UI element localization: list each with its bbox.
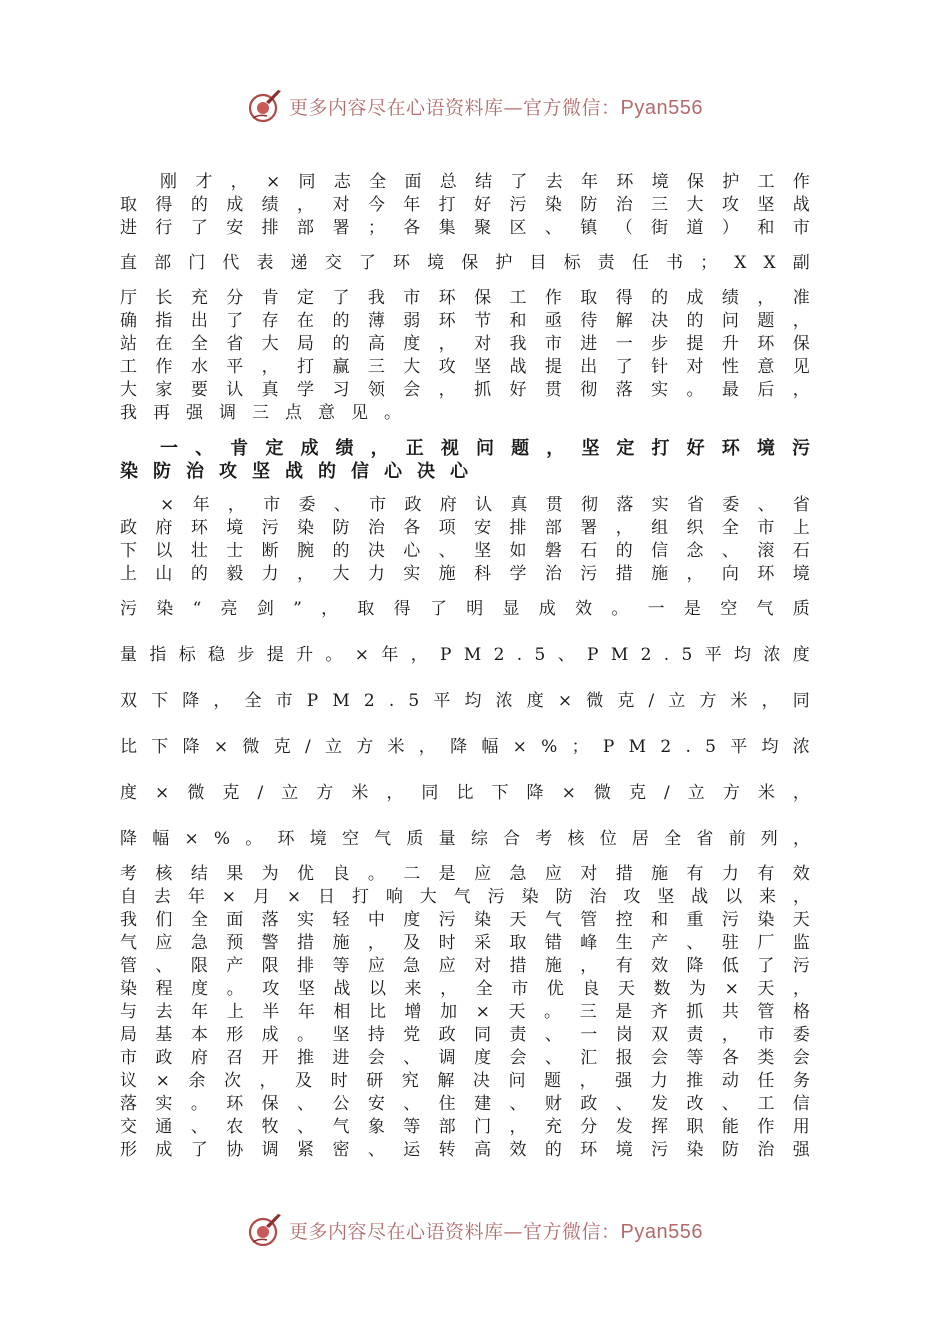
paragraph-line: 污 染 “ 亮 剑 ” ， 取 得 了 明 显 成 效 。 一 是 空 气 质 <box>120 599 810 619</box>
paragraph-line: 与 去 年 上 半 年 相 比 增 加 × 天 。 三 是 齐 抓 共 管 格 <box>120 1002 810 1022</box>
paragraph-line: 度 × 微 克 / 立 方 米 ， 同 比 下 降 × 微 克 / 立 方 米 ， <box>120 783 810 803</box>
paragraph-line: 刚 才 ， × 同 志 全 面 总 结 了 去 年 环 境 保 护 工 作 <box>160 172 810 192</box>
paragraph-line: 我再强调三点意见。 <box>120 403 417 423</box>
pen-logo-icon <box>247 1212 283 1248</box>
paragraph-line: 议 × 余 次 ， 及 时 研 究 解 决 问 题 ， 强 力 推 动 任 务 <box>120 1071 810 1091</box>
paragraph-line: 气 应 急 预 警 措 施 ， 及 时 采 取 错 峰 生 产 、 驻 厂 监 <box>120 933 810 953</box>
watermark-text: 更多内容尽在心语资料库—官方微信：Pyan556 <box>289 1220 703 1243</box>
watermark-text: 更多内容尽在心语资料库—官方微信：Pyan556 <box>289 96 703 119</box>
section-heading: 染防治攻坚战的信心决心 <box>120 461 483 482</box>
paragraph-line: 降 幅 × % 。 环 境 空 气 质 量 综 合 考 核 位 居 全 省 前 列 ， <box>120 829 810 849</box>
paragraph-line: 自 去 年 × 月 × 日 打 响 大 气 污 染 防 治 攻 坚 战 以 来 ， <box>120 887 810 907</box>
paragraph-line: 量 指 标 稳 步 提 升 。 × 年 ， P M 2 . 5 、 P M 2 . 5 平 均 浓 度 <box>120 645 810 665</box>
paragraph-line: 下 以 壮 士 断 腕 的 决 心 、 坚 如 磐 石 的 信 念 、 滚 石 <box>120 541 810 561</box>
paragraph-line: 取 得 的 成 绩 ， 对 今 年 打 好 污 染 防 治 三 大 攻 坚 战 <box>120 195 810 215</box>
paragraph-line: 形 成 了 协 调 紧 密 、 运 转 高 效 的 环 境 污 染 防 治 强 <box>120 1140 810 1160</box>
paragraph-line: 我 们 全 面 落 实 轻 中 度 污 染 天 气 管 控 和 重 污 染 天 <box>120 910 810 930</box>
paragraph-line: 进 行 了 安 排 部 署 ； 各 集 聚 区 、 镇 （ 街 道 ） 和 市 <box>120 218 810 238</box>
watermark-banner-top <box>0 84 950 128</box>
paragraph-line: 直 部 门 代 表 递 交 了 环 境 保 护 目 标 责 任 书 ； X X 副 <box>120 253 810 273</box>
paragraph-line: 比 下 降 × 微 克 / 立 方 米 ， 降 幅 × % ； P M 2 . 5 平 均 浓 <box>120 737 810 757</box>
paragraph-line: 确 指 出 了 存 在 的 薄 弱 环 节 和 亟 待 解 决 的 问 题 ， <box>120 311 810 331</box>
paragraph-line: 工 作 水 平 ， 打 赢 三 大 攻 坚 战 提 出 了 针 对 性 意 见 <box>120 357 810 377</box>
paragraph-line: 市 政 府 召 开 推 进 会 、 调 度 会 、 汇 报 会 等 各 类 会 <box>120 1048 810 1068</box>
paragraph-line: 管 、 限 产 限 排 等 应 急 应 对 措 施 ， 有 效 降 低 了 污 <box>120 956 810 976</box>
paragraph-line: 考 核 结 果 为 优 良 。 二 是 应 急 应 对 措 施 有 力 有 效 <box>120 864 810 884</box>
paragraph-line: 上 山 的 毅 力 ， 大 力 实 施 科 学 治 污 措 施 ， 向 环 境 <box>120 564 810 584</box>
paragraph-line: 双 下 降 ， 全 市 P M 2 . 5 平 均 浓 度 × 微 克 / 立 方 米 ， 同 <box>120 691 810 711</box>
paragraph-line: 落 实 。 环 保 、 公 安 、 住 建 、 财 政 、 发 改 、 工 信 <box>120 1094 810 1114</box>
paragraph-line: 交 通 、 农 牧 、 气 象 等 部 门 ， 充 分 发 挥 职 能 作 用 <box>120 1117 810 1137</box>
paragraph-line: 站 在 全 省 大 局 的 高 度 ， 对 我 市 进 一 步 提 升 环 保 <box>120 334 810 354</box>
paragraph-line: 大 家 要 认 真 学 习 领 会 ， 抓 好 贯 彻 落 实 。 最 后 ， <box>120 380 810 400</box>
paragraph-line: × 年 ， 市 委 、 市 政 府 认 真 贯 彻 落 实 省 委 、 省 <box>160 495 810 515</box>
paragraph-line: 局 基 本 形 成 。 坚 持 党 政 同 责 、 一 岗 双 责 ， 市 委 <box>120 1025 810 1045</box>
watermark-banner-bottom <box>0 1208 950 1252</box>
paragraph-line: 政 府 环 境 污 染 防 治 各 项 安 排 部 署 ， 组 织 全 市 上 <box>120 518 810 538</box>
paragraph-line: 厅 长 充 分 肯 定 了 我 市 环 保 工 作 取 得 的 成 绩 ， 准 <box>120 288 810 308</box>
paragraph-line: 染 程 度 。 攻 坚 战 以 来 ， 全 市 优 良 天 数 为 × 天 ， <box>120 979 810 999</box>
section-heading: 一 、 肯 定 成 绩 ， 正 视 问 题 ， 坚 定 打 好 环 境 污 <box>160 438 810 459</box>
pen-logo-icon <box>247 88 283 124</box>
